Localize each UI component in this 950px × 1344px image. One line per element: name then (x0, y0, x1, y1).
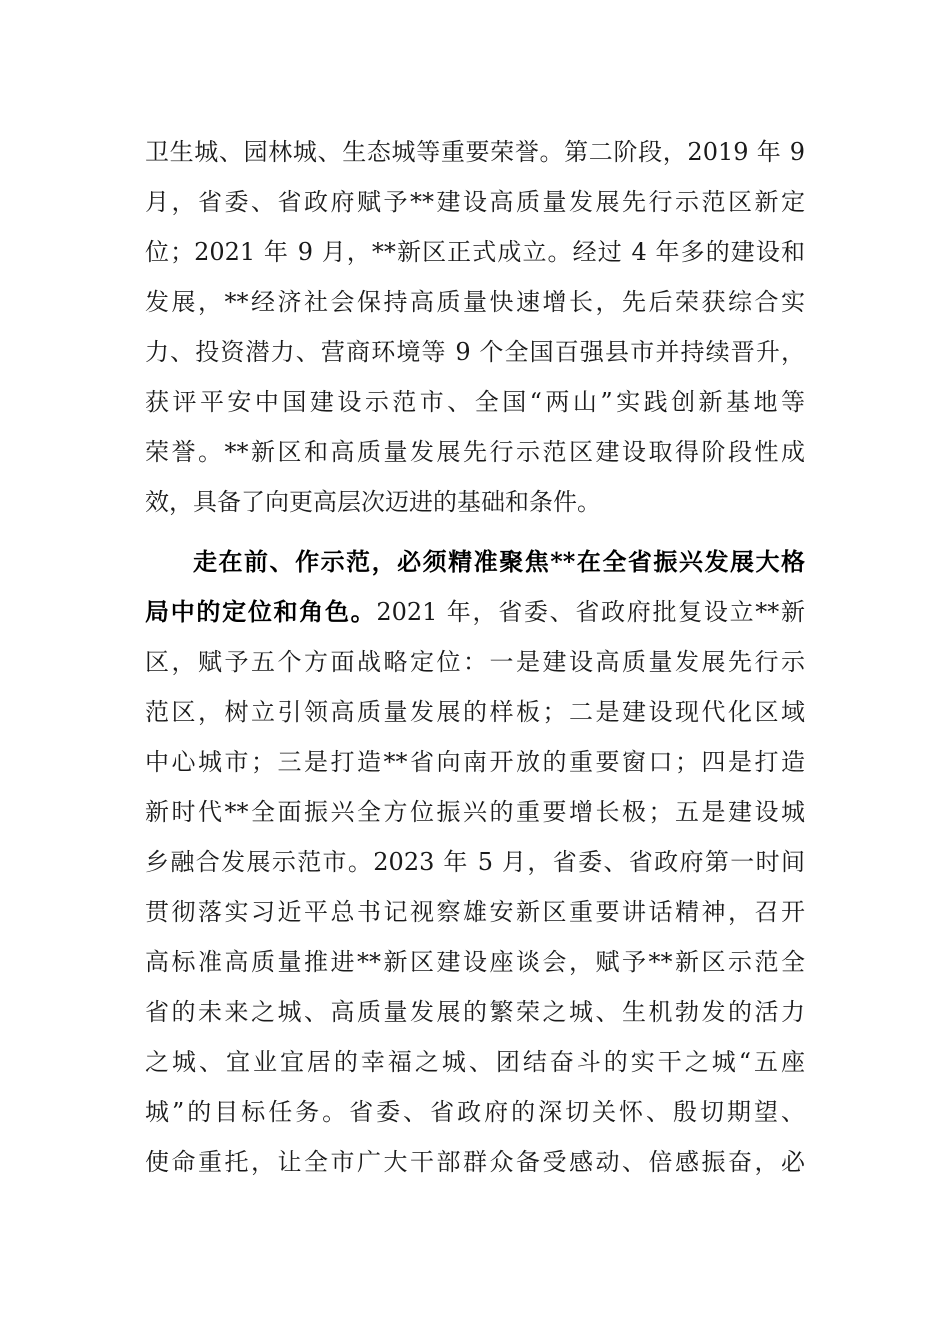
paragraph-2-line-2 (145, 592, 805, 632)
paragraph-1-line-5: 力、投资潜力、营商环境等 9 个全国百强县市并持续晋升， (145, 338, 805, 366)
paragraph-2-line-2-text: 2021 年，省委、省政府批复设立**新 (376, 598, 805, 626)
paragraph-1-line-3: 位；2021 年 9 月，**新区正式成立。经过 4 年多的建设和 (145, 238, 805, 266)
paragraph-2-line-13: 使命重托，让全市广大干部群众备受感动、倍感振奋，必 (145, 1148, 805, 1176)
paragraph-1-line-4: 发展，**经济社会保持高质量快速增长，先后荣获综合实 (145, 288, 805, 316)
paragraph-2-line-9: 高标准高质量推进**新区建设座谈会，赋予**新区示范全 (145, 948, 805, 976)
paragraph-1-line-7: 荣誉。**新区和高质量发展先行示范区建设取得阶段性成 (145, 438, 805, 466)
paragraph-2-line-3: 区，赋予五个方面战略定位：一是建设高质量发展先行示 (145, 648, 805, 676)
paragraph-2-line-12: 城”的目标任务。省委、省政府的深切关怀、殷切期望、 (145, 1098, 805, 1126)
paragraph-1-line-6: 获评平安中国建设示范市、全国“两山”实践创新基地等 (145, 388, 805, 416)
paragraph-2-line-8: 贯彻落实习近平总书记视察雄安新区重要讲话精神，召开 (145, 898, 805, 926)
paragraph-2-heading-line-2: 局中的定位和角色。 (145, 597, 377, 626)
paragraph-2-line-7: 乡融合发展示范市。2023 年 5 月，省委、省政府第一时间 (145, 848, 805, 876)
paragraph-2-line-11: 之城、宜业宜居的幸福之城、团结奋斗的实干之城“五座 (145, 1048, 805, 1076)
paragraph-1-line-2: 月，省委、省政府赋予**建设高质量发展先行示范区新定 (145, 188, 805, 216)
paragraph-2-line-6: 新时代**全面振兴全方位振兴的重要增长极；五是建设城 (145, 798, 805, 826)
paragraph-2-line-5: 中心城市；三是打造**省向南开放的重要窗口；四是打造 (145, 748, 805, 776)
paragraph-2-line-4: 范区，树立引领高质量发展的样板；二是建设现代化区域 (145, 698, 805, 726)
paragraph-2-line-10: 省的未来之城、高质量发展的繁荣之城、生机勃发的活力 (145, 998, 805, 1026)
paragraph-1-line-1: 卫生城、园林城、生态城等重要荣誉。第二阶段，2019 年 9 (145, 138, 805, 166)
paragraph-1-line-8: 效，具备了向更高层次迈进的基础和条件。 (145, 488, 601, 516)
paragraph-2-heading-line-1: 走在前、作示范，必须精准聚焦**在全省振兴发展大格 (193, 547, 805, 576)
